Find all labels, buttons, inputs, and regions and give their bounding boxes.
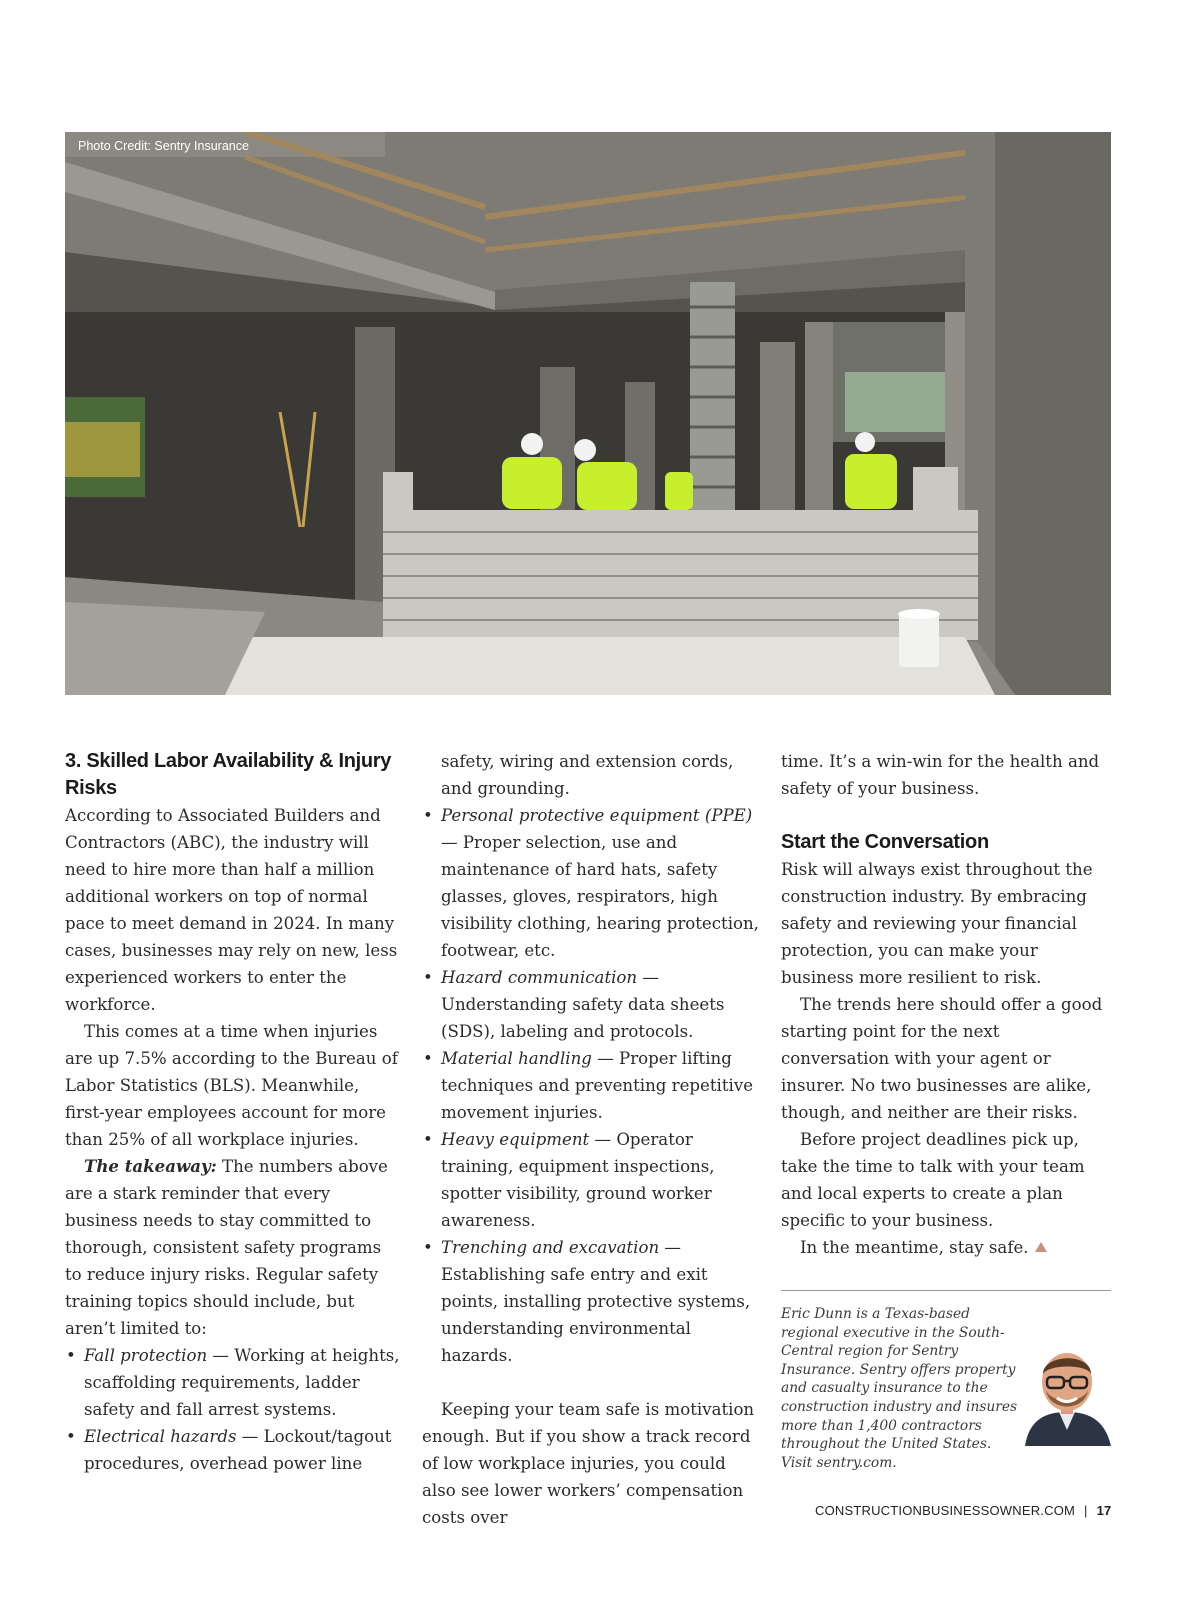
list-item-text: Proper selection, use and maintenance of hard hats, safety glasses, gloves, respirators, high visibility clothing, hearing protection, footwear, etc.	[441, 833, 759, 960]
article-column-1	[65, 748, 401, 1477]
list-item	[422, 1045, 762, 1126]
paragraph: This comes at a time when injuries are up 7.5% according to the Bureau of Labor Statistics (BLS). Meanwhile, first-year employees account for more than 25% of all workplace injuries.	[65, 1022, 398, 1149]
list-item	[65, 1342, 401, 1423]
list-item-term: Material handling —	[441, 1049, 614, 1068]
footer-site: CONSTRUCTIONBUSINESSOWNER.COM	[815, 1503, 1076, 1518]
paragraph	[781, 1234, 1111, 1261]
list-item-term: Trenching and excavation —	[441, 1238, 682, 1257]
closing-text: In the meantime, stay safe.	[800, 1238, 1029, 1257]
list-item-term: Hazard communication —	[441, 968, 659, 987]
paragraph: Before project deadlines pick up, take the time to talk with your team and local experts to create a plan specific to your business.	[781, 1130, 1085, 1230]
paragraph: According to Associated Builders and Contractors (ABC), the industry will need to hire more than half a million additional workers on top of normal pace to meet demand in 2024. In many cases, businesses may rely on new, less experienced workers to enter the workforce.	[65, 806, 398, 1014]
list-item	[422, 1234, 762, 1369]
bio-divider	[781, 1290, 1111, 1291]
section-heading-start-conversation: Start the Conversation	[781, 831, 989, 853]
list-item-text: Operator training, equipment inspections, spotter visibility, ground worker awareness.	[441, 1130, 715, 1230]
article-column-2	[422, 748, 762, 1531]
page-number: 17	[1096, 1503, 1112, 1518]
list-item-text: Understanding safety data sheets (SDS), labeling and protocols.	[441, 995, 725, 1041]
photo-illustration	[65, 132, 1111, 695]
end-mark-triangle-icon	[1035, 1242, 1047, 1252]
paragraph-continuation: time. It’s a win-win for the health and safety of your business.	[781, 752, 1100, 798]
paragraph	[65, 1153, 401, 1342]
footer-separator: |	[1084, 1503, 1088, 1518]
paragraph: The trends here should offer a good starting point for the next conversation with your agent or insurer. No two businesses are alike, though, and neither are their risks.	[781, 995, 1103, 1122]
section-heading-skilled-labor: 3. Skilled Labor Availability & Injury Risks	[65, 750, 392, 799]
takeaway-text: The numbers above are a stark reminder that every business needs to stay committed to thorough, consistent safety programs to reduce injury risks. Regular safety training topics should include, but aren’t limited to:	[65, 1157, 388, 1338]
list-item-text: Working at heights, scaffolding requirements, ladder safety and fall arrest systems.	[84, 1346, 400, 1419]
page-footer	[815, 1503, 1111, 1518]
paragraph: Keeping your team safe is motivation enough. But if you show a track record of low workplace injuries, you could also see lower workers’ compensation costs over	[422, 1400, 755, 1527]
author-headshot	[1021, 1340, 1113, 1446]
list-item-text: Establishing safe entry and exit points, installing protective systems, understanding environmental hazards.	[441, 1265, 751, 1365]
list-item-text: Lockout/tagout procedures, overhead power line	[84, 1427, 392, 1473]
author-bio: Eric Dunn is a Texas-based regional executive in the South-Central region for Sentry Insurance. Sentry offers property and casualty insurance to the construction industry and insures more than 1,400 contractors throughout the United States. Visit sentry.com.	[781, 1306, 1018, 1471]
list-item-term: Heavy equipment —	[441, 1130, 612, 1149]
list-item	[422, 964, 762, 1045]
list-item-term: Fall protection —	[84, 1346, 230, 1365]
takeaway-lead: The takeaway:	[84, 1156, 217, 1176]
list-item-text: Proper lifting techniques and preventing repetitive movement injuries.	[441, 1049, 754, 1122]
article-column-3	[781, 748, 1111, 1261]
list-item	[422, 802, 762, 964]
safety-topics-list	[65, 1342, 401, 1477]
list-item	[65, 1423, 401, 1477]
list-continuation: safety, wiring and extension cords, and grounding.	[441, 752, 734, 798]
safety-topics-list-cont	[422, 802, 762, 1369]
construction-site-photo	[65, 132, 1111, 695]
list-item-term: Personal protective equipment (PPE) —	[441, 806, 753, 852]
paragraph: Risk will always exist throughout the construction industry. By embracing safety and reviewing your financial protection, you can make your business more resilient to risk.	[781, 860, 1093, 987]
list-item-term: Electrical hazards —	[84, 1427, 259, 1446]
photo-credit: Photo Credit: Sentry Insurance	[78, 139, 249, 153]
list-item	[422, 1126, 762, 1234]
